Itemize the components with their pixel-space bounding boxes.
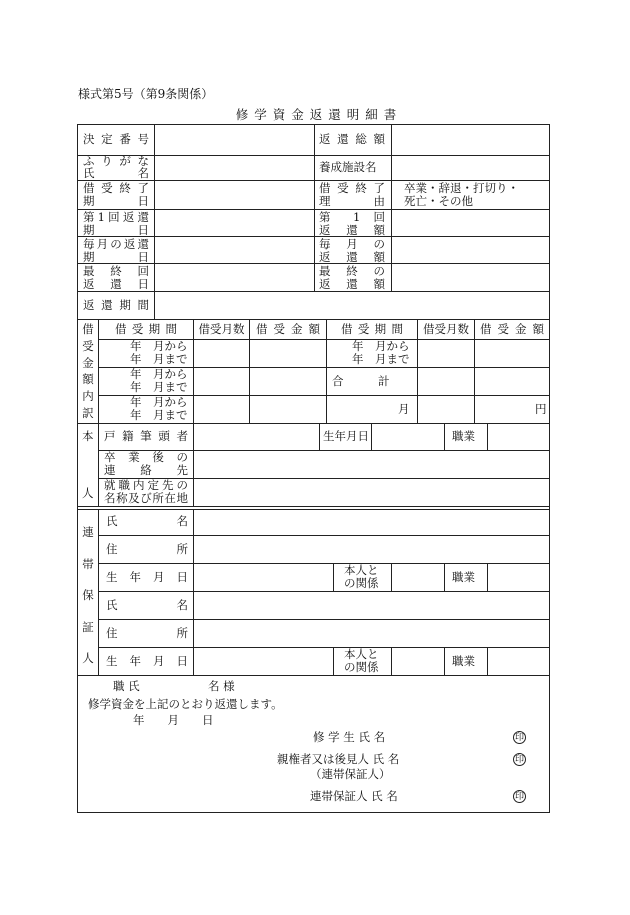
loan-end-reason-label: 借受終了 理由 — [319, 181, 385, 208]
col-loan-period-left: 借受期間 — [115, 322, 177, 336]
loan-end-date-label: 借受終了 期日 — [83, 181, 149, 208]
repayment-statement: 修学資金を上記のとおり返還します。 — [88, 697, 283, 711]
facility-name-label: 養成施設名 — [319, 160, 377, 174]
guarantor1-occupation-label: 職業 — [452, 570, 475, 584]
person-birth-date-label: 生年月日 — [323, 429, 369, 443]
first-repay-date-label: 第1回返還 期日 — [83, 210, 149, 237]
form-number: 様式第5号（第9条関係） — [78, 87, 214, 101]
person-occupation-label: 職業 — [452, 429, 475, 443]
contact-after-graduation-label: 卒業後の 連絡先 — [104, 450, 188, 477]
col-loan-amount-right: 借受金額 — [480, 322, 544, 336]
monthly-repay-amount-label: 毎月の 返還額 — [319, 237, 385, 264]
total-months-unit: 月 — [398, 402, 410, 416]
guarantor1-address-label: 住所 — [106, 542, 188, 556]
guarantor-name-line: 連帯保証人 氏 名 — [310, 789, 398, 803]
final-repay-amount-label: 最終の 返還額 — [319, 264, 385, 291]
guarantor2-occupation-label: 職業 — [452, 654, 475, 668]
first-repay-amount-label: 第 1 回 返還額 — [319, 210, 385, 237]
student-seal-icon: 印 — [514, 733, 524, 743]
guardian-name-line: 親権者又は後見人 氏 名 — [277, 752, 400, 766]
guarantor2-address-label: 住所 — [106, 626, 188, 640]
col-loan-months-right: 借受月数 — [423, 322, 469, 336]
statement-date: 年 月 日 — [133, 713, 214, 727]
joint-guarantor-note: （連帯保証人） — [310, 767, 391, 781]
final-repay-date-label: 最終回 返還日 — [83, 264, 149, 291]
addressee-prefix: 職 氏 — [113, 679, 140, 693]
head-of-family-label: 戸籍筆頭者 — [104, 429, 188, 443]
guarantor2-relation-label: 本人と の関係 — [344, 647, 379, 674]
guarantor1-birth-label: 生年月日 — [106, 570, 188, 584]
col-loan-months-left: 借受月数 — [198, 322, 245, 336]
employer-label: 就職内定先の 名称及び所在地 — [104, 478, 188, 505]
loan-end-reason-options: 卒業・辞退・打切り・ 死亡・その他 — [404, 181, 519, 208]
name-label: 氏名 — [83, 166, 149, 180]
guarantor2-name-label: 氏名 — [106, 598, 188, 612]
total-yen-unit: 円 — [535, 402, 547, 416]
guardian-seal-icon: 印 — [514, 755, 524, 765]
furigana-label: ふりがな — [83, 154, 149, 168]
guarantor1-relation-label: 本人と の関係 — [344, 563, 379, 590]
period-row-4: 年 月から 年 月まで — [352, 339, 410, 366]
person-side-label-top: 本 — [82, 429, 94, 443]
monthly-repay-date-label: 毎月の返還 期日 — [83, 237, 149, 264]
total-label: 合 計 — [332, 374, 390, 388]
repay-period-label: 返還期間 — [83, 298, 149, 312]
person-side-label-bottom: 人 — [82, 486, 94, 500]
student-name-line: 修 学 生 氏 名 — [313, 730, 386, 744]
col-loan-period-right: 借受期間 — [341, 322, 403, 336]
period-row-2: 年 月から 年 月まで — [130, 367, 188, 394]
addressee-suffix: 名 様 — [208, 679, 235, 693]
repayment-statement-form — [77, 124, 550, 813]
guarantor-side-label: 連 帯 保 証 人 — [82, 525, 94, 665]
period-row-3: 年 月から 年 月まで — [130, 395, 188, 422]
guarantor-seal-icon: 印 — [514, 792, 524, 802]
guarantor2-birth-label: 生年月日 — [106, 654, 188, 668]
decision-number-label: 決定番号 — [83, 132, 149, 146]
page-title: 修学資金返還明細書 — [235, 107, 403, 122]
col-loan-amount-left: 借受金額 — [256, 322, 320, 336]
guarantor1-name-label: 氏名 — [106, 514, 188, 528]
total-repayment-label: 返還総額 — [319, 132, 385, 146]
loan-breakdown-side-label: 借 受 金 額 内 訳 — [82, 322, 94, 420]
period-row-1: 年 月から 年 月まで — [130, 339, 188, 366]
